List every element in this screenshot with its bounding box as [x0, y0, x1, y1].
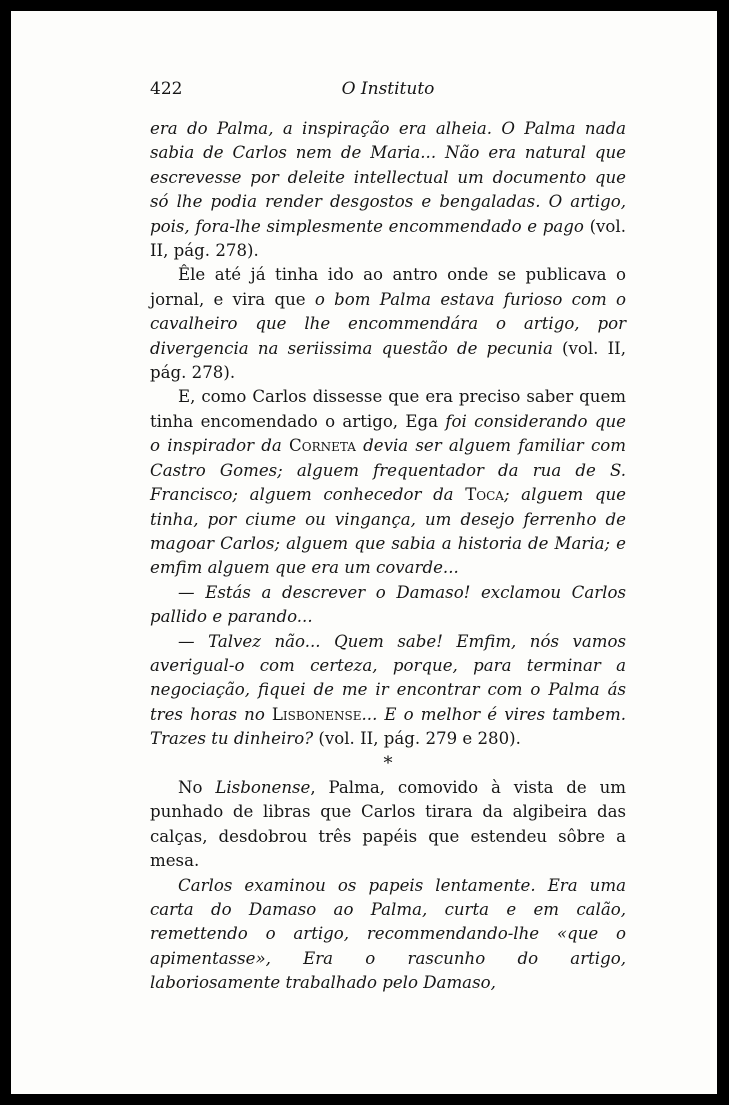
- quoted-text: o bom Palma estava furioso com o cavalheiro que lhe encommendára o artigo, por divergencia na seriissima questão de pecunia: [150, 289, 626, 358]
- small-caps-text: Lisbonense: [271, 704, 362, 724]
- paragraph: [150, 385, 626, 580]
- body-text: [150, 117, 626, 996]
- text: No: [178, 777, 216, 797]
- text: , Palma, comovido à vista de um punhado de libras que Carlos tirara da algibeira das calças, desdobrou três papéis que estendeu sôbre a mesa.: [150, 777, 626, 871]
- quoted-text: foi considerando que o inspirador da: [150, 411, 626, 456]
- quoted-text: — Talvez não... Quem sabe! Emfim, nós vamos averigual-o com certeza, porque, para terminar a negociação, fiquei de me ir encontrar com o Palma ás tres horas no: [150, 631, 626, 724]
- paragraph: [150, 581, 626, 630]
- quoted-text: devia ser alguem familiar com Castro Gomes; alguem frequentador da rua de S. Francisco; alguem conhecedor da: [150, 436, 626, 505]
- paragraph: [150, 776, 626, 874]
- paragraph: [150, 630, 626, 752]
- running-title: O Instituto: [341, 79, 435, 99]
- citation: (vol. II, pág. 278).: [150, 216, 626, 261]
- italic-text: Lisbonense: [215, 777, 311, 797]
- page-header: [150, 79, 626, 103]
- paragraph: [150, 874, 626, 996]
- quoted-text: ; alguem que tinha, por ciume ou vingança, um desejo ferrenho de magoar Carlos; alguem que sabia a historia de Maria; e emfim alguem que era um covarde...: [150, 485, 626, 578]
- citation: (vol. II, pág. 279 e 280).: [313, 729, 521, 749]
- small-caps-text: Toca: [465, 485, 504, 505]
- citation: (vol. II, pág. 278).: [150, 338, 627, 383]
- text: E, como Carlos dissesse que era preciso saber quem tinha encomendado o artigo, Ega: [150, 387, 626, 431]
- quoted-text: Carlos examinou os papeis lentamente. Era uma carta do Damaso ao Palma, curta e em calão, remettendo o artigo, recommendando-lhe «que o apimentasse», Era o rascunho do artigo, laboriosamente trabalhado pelo Damaso,: [150, 875, 626, 993]
- quoted-text: era do Palma, a inspiração era alheia. O Palma nada sabia de Carlos nem de Maria... Não era natural que escrevesse por deleite intellectual um documento que só lhe podia render desgostos e bengaladas. O artigo, pois, fora-lhe simplesmente encommendado e pago: [150, 119, 626, 236]
- paragraph: [150, 117, 626, 263]
- section-separator: *: [383, 752, 393, 774]
- text: Êle até já tinha ido ao antro onde se publicava o jornal, e vira que: [150, 265, 626, 309]
- book-page: [11, 11, 717, 1094]
- small-caps-text: Corneta: [289, 436, 356, 456]
- quoted-text: — Estás a descrever o Damaso! exclamou Carlos pallido e parando...: [150, 582, 626, 627]
- page-number: 422: [150, 79, 183, 99]
- quoted-text: ... E o melhor é vires tambem. Trazes tu dinheiro?: [150, 704, 626, 749]
- paragraph: [150, 263, 626, 385]
